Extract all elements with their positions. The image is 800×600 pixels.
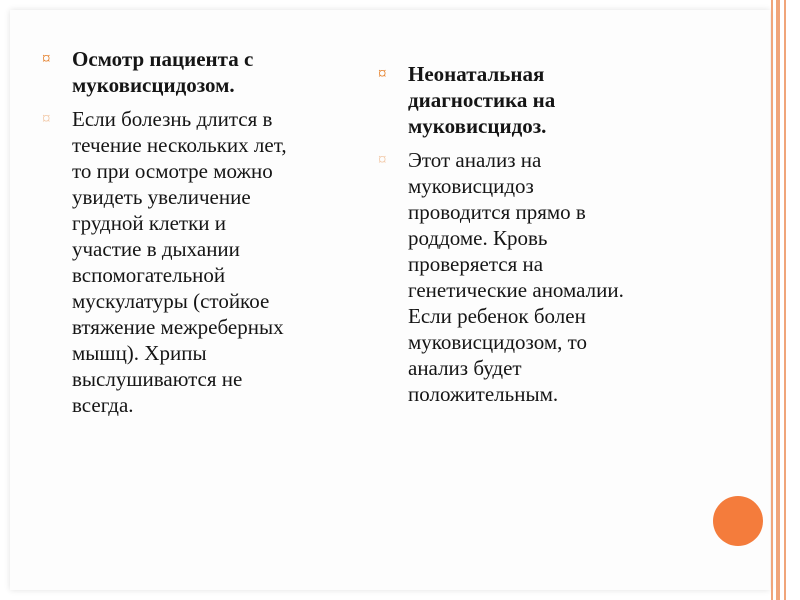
accent-circle [713,496,763,546]
right-heading: Неонатальная диагностика на муковисцидоз. [408,62,556,138]
decorative-stripe [784,0,786,600]
bullet-icon: ¤ [378,150,387,169]
left-body-text: Если болезнь длится в течение нескольких лет, то при осмотре можно увидеть увеличение грудной клетки и участие в дыхании вспомогательной мускулатуры (стойкое втяжение межреберных мышц). Хрипы выслушиваются не всегда. [72,107,287,417]
left-heading-item [42,46,342,98]
decorative-stripe [771,0,773,600]
right-body-text: Этот анализ на муковисцидоз проводится прямо в роддоме. Кровь проверяется на генетические аномалии. Если ребенок болен муковисцидозом, то анализ будет положительным. [408,148,624,406]
bullet-icon: ¤ [42,109,51,128]
decorative-stripe [776,0,780,600]
bullet-icon: ¤ [42,49,51,68]
bullet-icon: ¤ [378,64,387,83]
left-column [42,46,342,426]
left-body-item [42,106,342,418]
right-body-item [378,147,688,407]
right-column [378,61,688,415]
right-heading-item [378,61,688,139]
left-heading: Осмотр пациента с муковисцидозом. [72,47,254,97]
